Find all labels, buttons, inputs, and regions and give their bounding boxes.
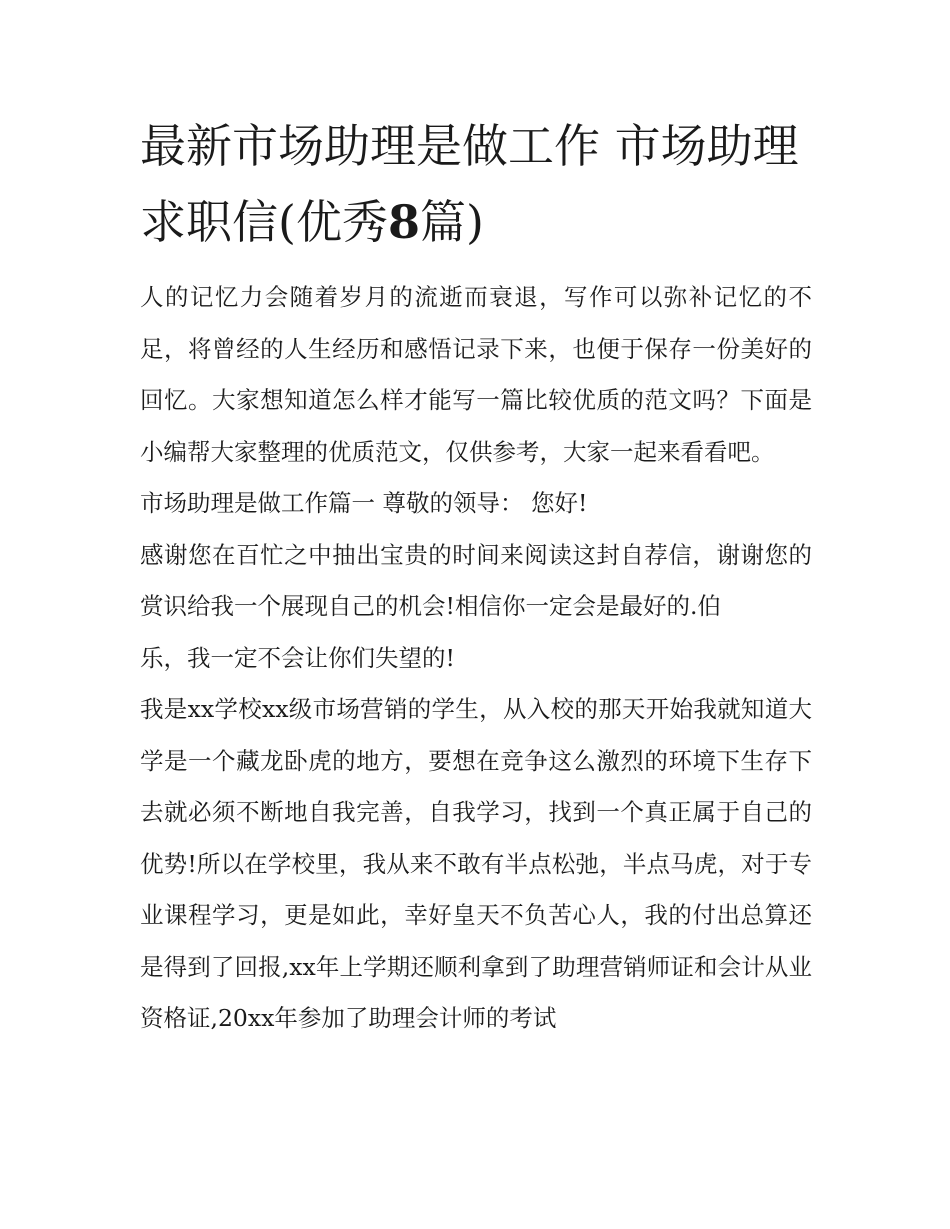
document-page (140, 108, 812, 1045)
section-heading-paragraph: 市场助理是做工作篇一 尊敬的领导： 您好! (140, 489, 588, 517)
title-number: 8 (387, 195, 420, 249)
document-title (140, 108, 812, 260)
title-suffix: 篇) (419, 195, 484, 249)
thanks-paragraph: 感谢您在百忙之中抽出宝贵的时间来阅读这封自荐信，谢谢您的赏识给我一个展现自己的机会!相信你一定会是最好的.伯 (140, 540, 812, 620)
self-introduction-paragraph: 我是xx学校xx级市场营销的学生，从入校的那天开始我就知道大学是一个藏龙卧虎的地方，要想在竞争这么激烈的环境下生存下去就必须不断地自我完善，自我学习，找到一个真正属于自己的优势!所以在学校里，我从来不敢有半点松弛，半点马虎，对于专业课程学习，更是如此，幸好皇天不负苦心人，我的付出总算还是得到了回报,xx年上学期还顺利拿到了助理营销师证和会计从业资格证,20xx年参加了助理会计师的考试 (140, 695, 812, 1032)
title-text: 最新市场助理是做工作 市场助理求职信(优秀 (140, 119, 799, 249)
promise-paragraph: 乐，我一定不会让你们失望的! (140, 643, 455, 672)
intro-paragraph: 人的记忆力会随着岁月的流逝而衰退，写作可以弥补记忆的不足，将曾经的人生经历和感悟记录下来，也便于保存一份美好的回忆。大家想知道怎么样才能写一篇比较优质的范文吗？下面是小编帮大家整理的优质范文，仅供参考，大家一起来看看吧。 (140, 283, 812, 466)
